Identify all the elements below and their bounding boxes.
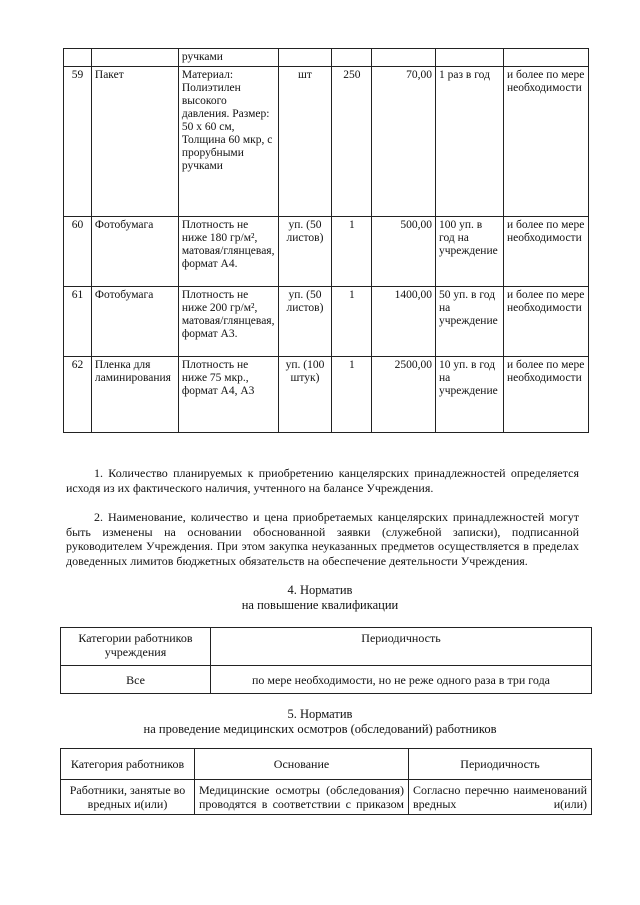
table-header-row — [61, 749, 592, 780]
cell-note: и более по мере необходимости — [503, 287, 588, 357]
cell-qty: 1 — [332, 357, 372, 433]
column-header: Основание — [195, 749, 409, 780]
cell-frequency: 100 уп. в год на учреждение — [436, 217, 504, 287]
cell-category: Все — [61, 666, 211, 694]
cell-period: Согласно перечню наименований вредных и(или) — [409, 780, 592, 815]
column-header: Периодичность — [409, 749, 592, 780]
cell-no: 62 — [64, 357, 92, 433]
table-row — [64, 357, 589, 433]
cell-name: Фотобумага — [91, 217, 178, 287]
table-row — [64, 287, 589, 357]
cell-no: 61 — [64, 287, 92, 357]
table-header-row — [61, 628, 592, 666]
cell-period: по мере необходимости, но не реже одного раза в три года — [211, 666, 592, 694]
cell-unit: уп. (100 штук) — [278, 357, 332, 433]
cell-note: и более по мере необходимости — [503, 357, 588, 433]
cell-qty: 1 — [332, 217, 372, 287]
cell-no: 60 — [64, 217, 92, 287]
column-header: Периодичность — [211, 628, 592, 666]
table-row — [61, 666, 592, 694]
cell-no — [64, 49, 92, 67]
cell-qty: 250 — [332, 67, 372, 217]
cell-name: Пленка для ламинирования — [91, 357, 178, 433]
cell-description: Плотность не ниже 75 мкр., формат А4, А3 — [178, 357, 278, 433]
cell-description: Плотность не ниже 180 гр/м², матовая/глянцевая, формат А4. — [178, 217, 278, 287]
section4-subtitle: на повышение квалификации — [241, 598, 399, 612]
cell-unit: уп. (50 листов) — [278, 217, 332, 287]
cell-description: Плотность не ниже 200 гр/м², матовая/глянцевая, формат А3. — [178, 287, 278, 357]
cell-note: и более по мере необходимости — [503, 67, 588, 217]
cell-category: Работники, занятые во вредных и(или) — [61, 780, 195, 815]
table-row — [61, 780, 592, 815]
cell-name: Фотобумага — [91, 287, 178, 357]
cell-note: и более по мере необходимости — [503, 217, 588, 287]
section5-title: 5. Норматив — [287, 707, 353, 721]
section5-subtitle: на проведение медицинских осмотров (обследований) работников — [143, 722, 497, 736]
cell-frequency: 10 уп. в год на учреждение — [436, 357, 504, 433]
section4-title: 4. Норматив — [287, 583, 353, 597]
cell-name: Пакет — [91, 67, 178, 217]
cell-unit: шт — [278, 67, 332, 217]
note-paragraph-2: 2. Наименование, количество и цена приобретаемых канцелярских принадлежностей могут быть изменены на основании обоснованной заявки (служебной записки), подписанной руководителем Учреждения. При этом закупка неуказанных предметов осуществляется в пределах доведенных лимитов бюджетных обязательств на обеспечение деятельности Учреждения. — [66, 510, 579, 568]
cell-frequency: 50 уп. в год на учреждение — [436, 287, 504, 357]
supply-table — [63, 48, 589, 433]
cell-price: 500,00 — [372, 217, 436, 287]
cell-price: 2500,00 — [372, 357, 436, 433]
cell-name — [91, 49, 178, 67]
column-header: Категория работников — [61, 749, 195, 780]
note-paragraph-1: 1. Количество планируемых к приобретению канцелярских принадлежностей определяется исходя из их фактического наличия, учтенного на балансе Учреждения. — [66, 466, 579, 495]
table-row — [64, 49, 589, 67]
cell-description: Материал: Полиэтилен высокого давления. Размер: 50 х 60 см, Толщина 60 мкр, с прорубными ручками — [178, 67, 278, 217]
table-row — [64, 67, 589, 217]
cell-basis: Медицинские осмотры (обследования) проводятся в соответствии с приказом — [195, 780, 409, 815]
qualification-table — [60, 627, 592, 694]
cell-frequency: 1 раз в год — [436, 67, 504, 217]
cell-price: 70,00 — [372, 67, 436, 217]
column-header: Категории работников учреждения — [61, 628, 211, 666]
table-row — [64, 217, 589, 287]
cell-description: ручками — [178, 49, 278, 67]
cell-price: 1400,00 — [372, 287, 436, 357]
cell-qty: 1 — [332, 287, 372, 357]
medical-table — [60, 748, 592, 815]
cell-unit: уп. (50 листов) — [278, 287, 332, 357]
cell-no: 59 — [64, 67, 92, 217]
